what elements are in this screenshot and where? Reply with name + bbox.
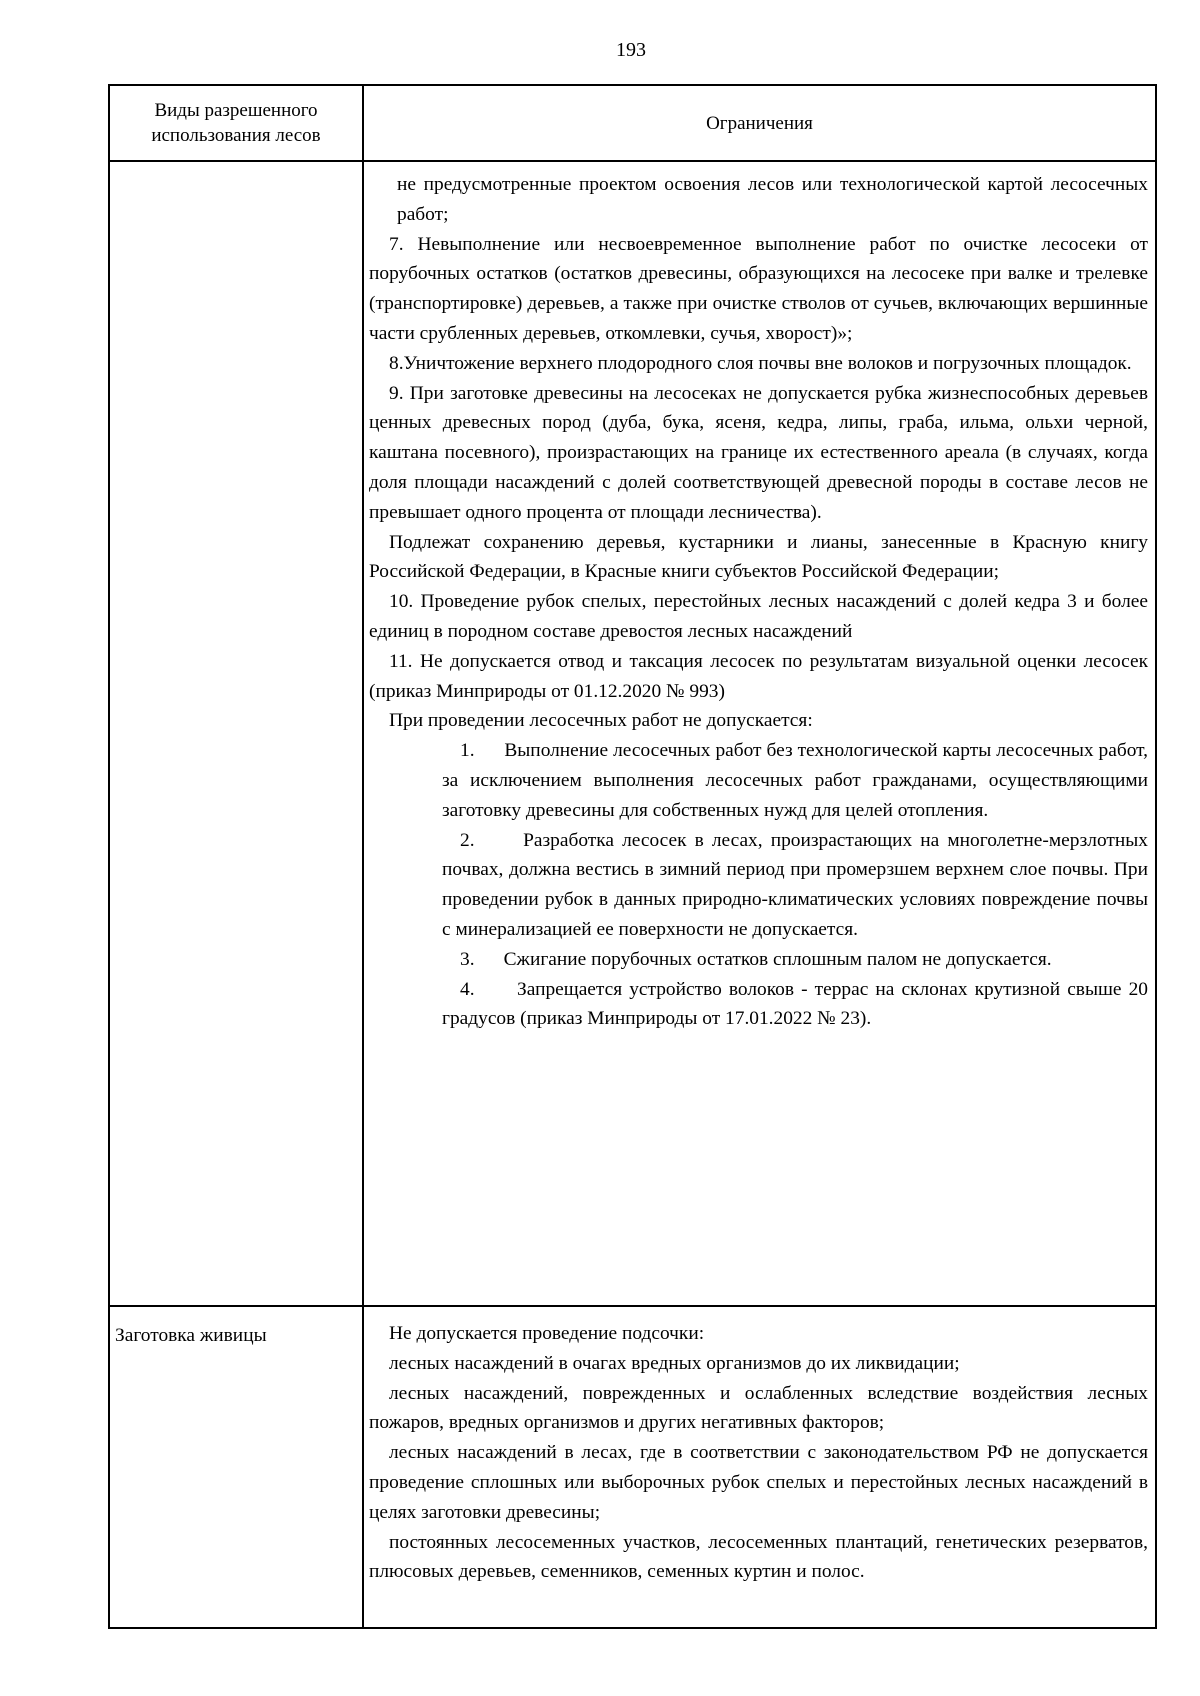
- restriction-paragraph: Подлежат сохранению деревья, кустарники и лианы, занесенные в Красную книгу Российской Федерации, в Красные книги субъектов Российской Федерации;: [369, 531, 1148, 583]
- restrictions-cell: [363, 1306, 1156, 1628]
- restrictions-cell: [363, 161, 1156, 1306]
- use-type-text: [110, 162, 362, 176]
- table-row: [109, 161, 1156, 1306]
- restriction-paragraph: 7. Невыполнение или несвоевременное выполнение работ по очистке лесосеки от порубочных остатков (остатков древесины, образующихся на лесосеке при валке и трелевке (транспортировке) деревьев, а также при очистке стволов от сучьев, включающих вершинные части срубленных деревьев, откомлевки, сучья, хворост)»;: [369, 233, 1148, 344]
- restrictions-table: [108, 84, 1157, 1629]
- restriction-paragraph: лесных насаждений в лесах, где в соответствии с законодательством РФ не допускается проведение сплошных или выборочных рубок спелых и перестойных лесных насаждений в целях заготовки древесины;: [369, 1442, 1148, 1523]
- numbered-sub-list: [369, 736, 1148, 1034]
- sub-list-item: 2. Разработка лесосек в лесах, произрастающих на многолетне-мерзлотных почвах, должна вестись в зимний период при промерзшем верхнем слое почвы. При проведении рубок в данных природно-климатических условиях повреждение почвы с минерализацией ее поверхности не допускается.: [442, 829, 1148, 940]
- restriction-paragraph: При проведении лесосечных работ не допускается:: [389, 710, 813, 732]
- use-type-text: Заготовка живицы: [115, 1325, 267, 1346]
- use-type-cell: [109, 1306, 363, 1628]
- table-header-row: [109, 85, 1156, 161]
- table-row: [109, 1306, 1156, 1628]
- restriction-paragraph: не предусмотренные проектом освоения лесов или технологической картой лесосечных работ;: [397, 174, 1148, 225]
- restriction-paragraph: Не допускается проведение подсочки:: [389, 1323, 705, 1344]
- sub-list-item: 4. Запрещается устройство волоков - террас на склонах крутизной свыше 20 градусов (приказ Минприроды от 17.01.2022 № 23).: [442, 978, 1148, 1030]
- restriction-paragraph: постоянных лесосеменных участков, лесосеменных плантаций, генетических резерватов, плюсовых деревьев, семенников, семенных куртин и полос.: [369, 1531, 1148, 1583]
- restriction-paragraph: лесных насаждений, поврежденных и ослабленных вследствие воздействия лесных пожаров, вредных организмов и других негативных факторов;: [369, 1382, 1148, 1434]
- use-type-cell: [109, 161, 363, 1306]
- header-restrictions: Ограничения: [363, 85, 1156, 161]
- header-use-type: Виды разрешенного использования лесов: [109, 85, 363, 161]
- restriction-paragraph: 11. Не допускается отвод и таксация лесосек по результатам визуальной оценки лесосек (приказ Минприроды от 01.12.2020 № 993): [369, 650, 1148, 702]
- restriction-paragraph: 10. Проведение рубок спелых, перестойных лесных насаждений с долей кедра 3 и более единиц в породном составе древостоя лесных насаждений: [369, 591, 1148, 642]
- sub-list-item: 1. Выполнение лесосечных работ без технологической карты лесосечных работ, за исключением выполнения лесосечных работ гражданами, осуществляющими заготовку древесины для собственных нужд для целей отопления.: [442, 740, 1148, 821]
- restriction-paragraph: лесных насаждений в очагах вредных организмов до их ликвидации;: [389, 1352, 960, 1374]
- restriction-paragraph: 8.Уничтожение верхнего плодородного слоя почвы вне волоков и погрузочных площадок.: [389, 352, 1132, 374]
- page-number: 193: [616, 39, 646, 61]
- restriction-paragraph: 9. При заготовке древесины на лесосеках не допускается рубка жизнеспособных деревьев ценных древесных пород (дуба, бука, ясеня, кедра, липы, граба, ильма, ольхи черной, каштана посевного), произрастающих на границе их естественного ареала (в случаях, когда доля площади насаждений с долей соответствующей древесной породы в составе лесов не превышает одного процента от площади лесничества).: [369, 382, 1148, 523]
- sub-list-item: 3. Сжигание порубочных остатков сплошным палом не допускается.: [460, 948, 1052, 970]
